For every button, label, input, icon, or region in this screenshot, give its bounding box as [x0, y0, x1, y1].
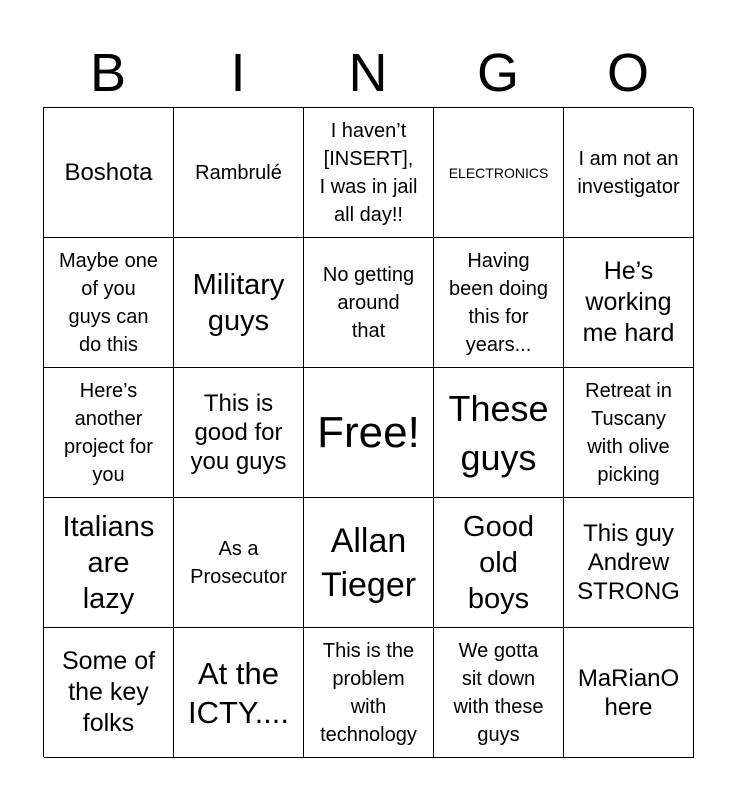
- bingo-grid: [43, 107, 693, 757]
- bingo-cell-r1c5[interactable]: I am not an investigator: [564, 108, 694, 238]
- bingo-cell-r4c2[interactable]: As a Prosecutor: [174, 498, 304, 628]
- bingo-cell-free-space[interactable]: Free!: [304, 368, 434, 498]
- bingo-cell-r2c1[interactable]: Maybe one of you guys can do this: [44, 238, 174, 368]
- bingo-cell-r3c4[interactable]: These guys: [434, 368, 564, 498]
- bingo-cell-r1c3[interactable]: I haven’t [INSERT], I was in jail all day!!: [304, 108, 434, 238]
- bingo-cell-r2c3[interactable]: No getting around that: [304, 238, 434, 368]
- bingo-cell-r4c1[interactable]: Italians are lazy: [44, 498, 174, 628]
- bingo-header: [43, 40, 693, 106]
- bingo-cell-r4c4[interactable]: Good old boys: [434, 498, 564, 628]
- bingo-cell-r5c2[interactable]: At the ICTY....: [174, 628, 304, 758]
- bingo-cell-r1c2[interactable]: Rambrulé: [174, 108, 304, 238]
- header-letter-g: G: [476, 43, 519, 103]
- bingo-cell-r5c1[interactable]: Some of the key folks: [44, 628, 174, 758]
- bingo-cell-r3c2[interactable]: This is good for you guys: [174, 368, 304, 498]
- bingo-cell-r4c3[interactable]: Allan Tieger: [304, 498, 434, 628]
- bingo-cell-r5c3[interactable]: This is the problem with technology: [304, 628, 434, 758]
- bingo-cell-r4c5[interactable]: This guy Andrew STRONG: [564, 498, 694, 628]
- header-letter-n: N: [348, 43, 388, 103]
- bingo-cell-r2c5[interactable]: He’s working me hard: [564, 238, 694, 368]
- bingo-cell-r5c4[interactable]: We gotta sit down with these guys: [434, 628, 564, 758]
- header-letter-b: B: [89, 43, 127, 103]
- bingo-cell-r1c4[interactable]: ELECTRONICS: [434, 108, 564, 238]
- bingo-cell-r3c5[interactable]: Retreat in Tuscany with olive picking: [564, 368, 694, 498]
- bingo-cell-r3c1[interactable]: Here’s another project for you: [44, 368, 174, 498]
- bingo-cell-r2c2[interactable]: Military guys: [174, 238, 304, 368]
- bingo-cell-r2c4[interactable]: Having been doing this for years...: [434, 238, 564, 368]
- bingo-cell-r5c5[interactable]: MaRianO here: [564, 628, 694, 758]
- header-letter-o: O: [606, 43, 649, 103]
- bingo-cell-r1c1[interactable]: Boshota: [44, 108, 174, 238]
- header-letter-i: I: [230, 43, 246, 103]
